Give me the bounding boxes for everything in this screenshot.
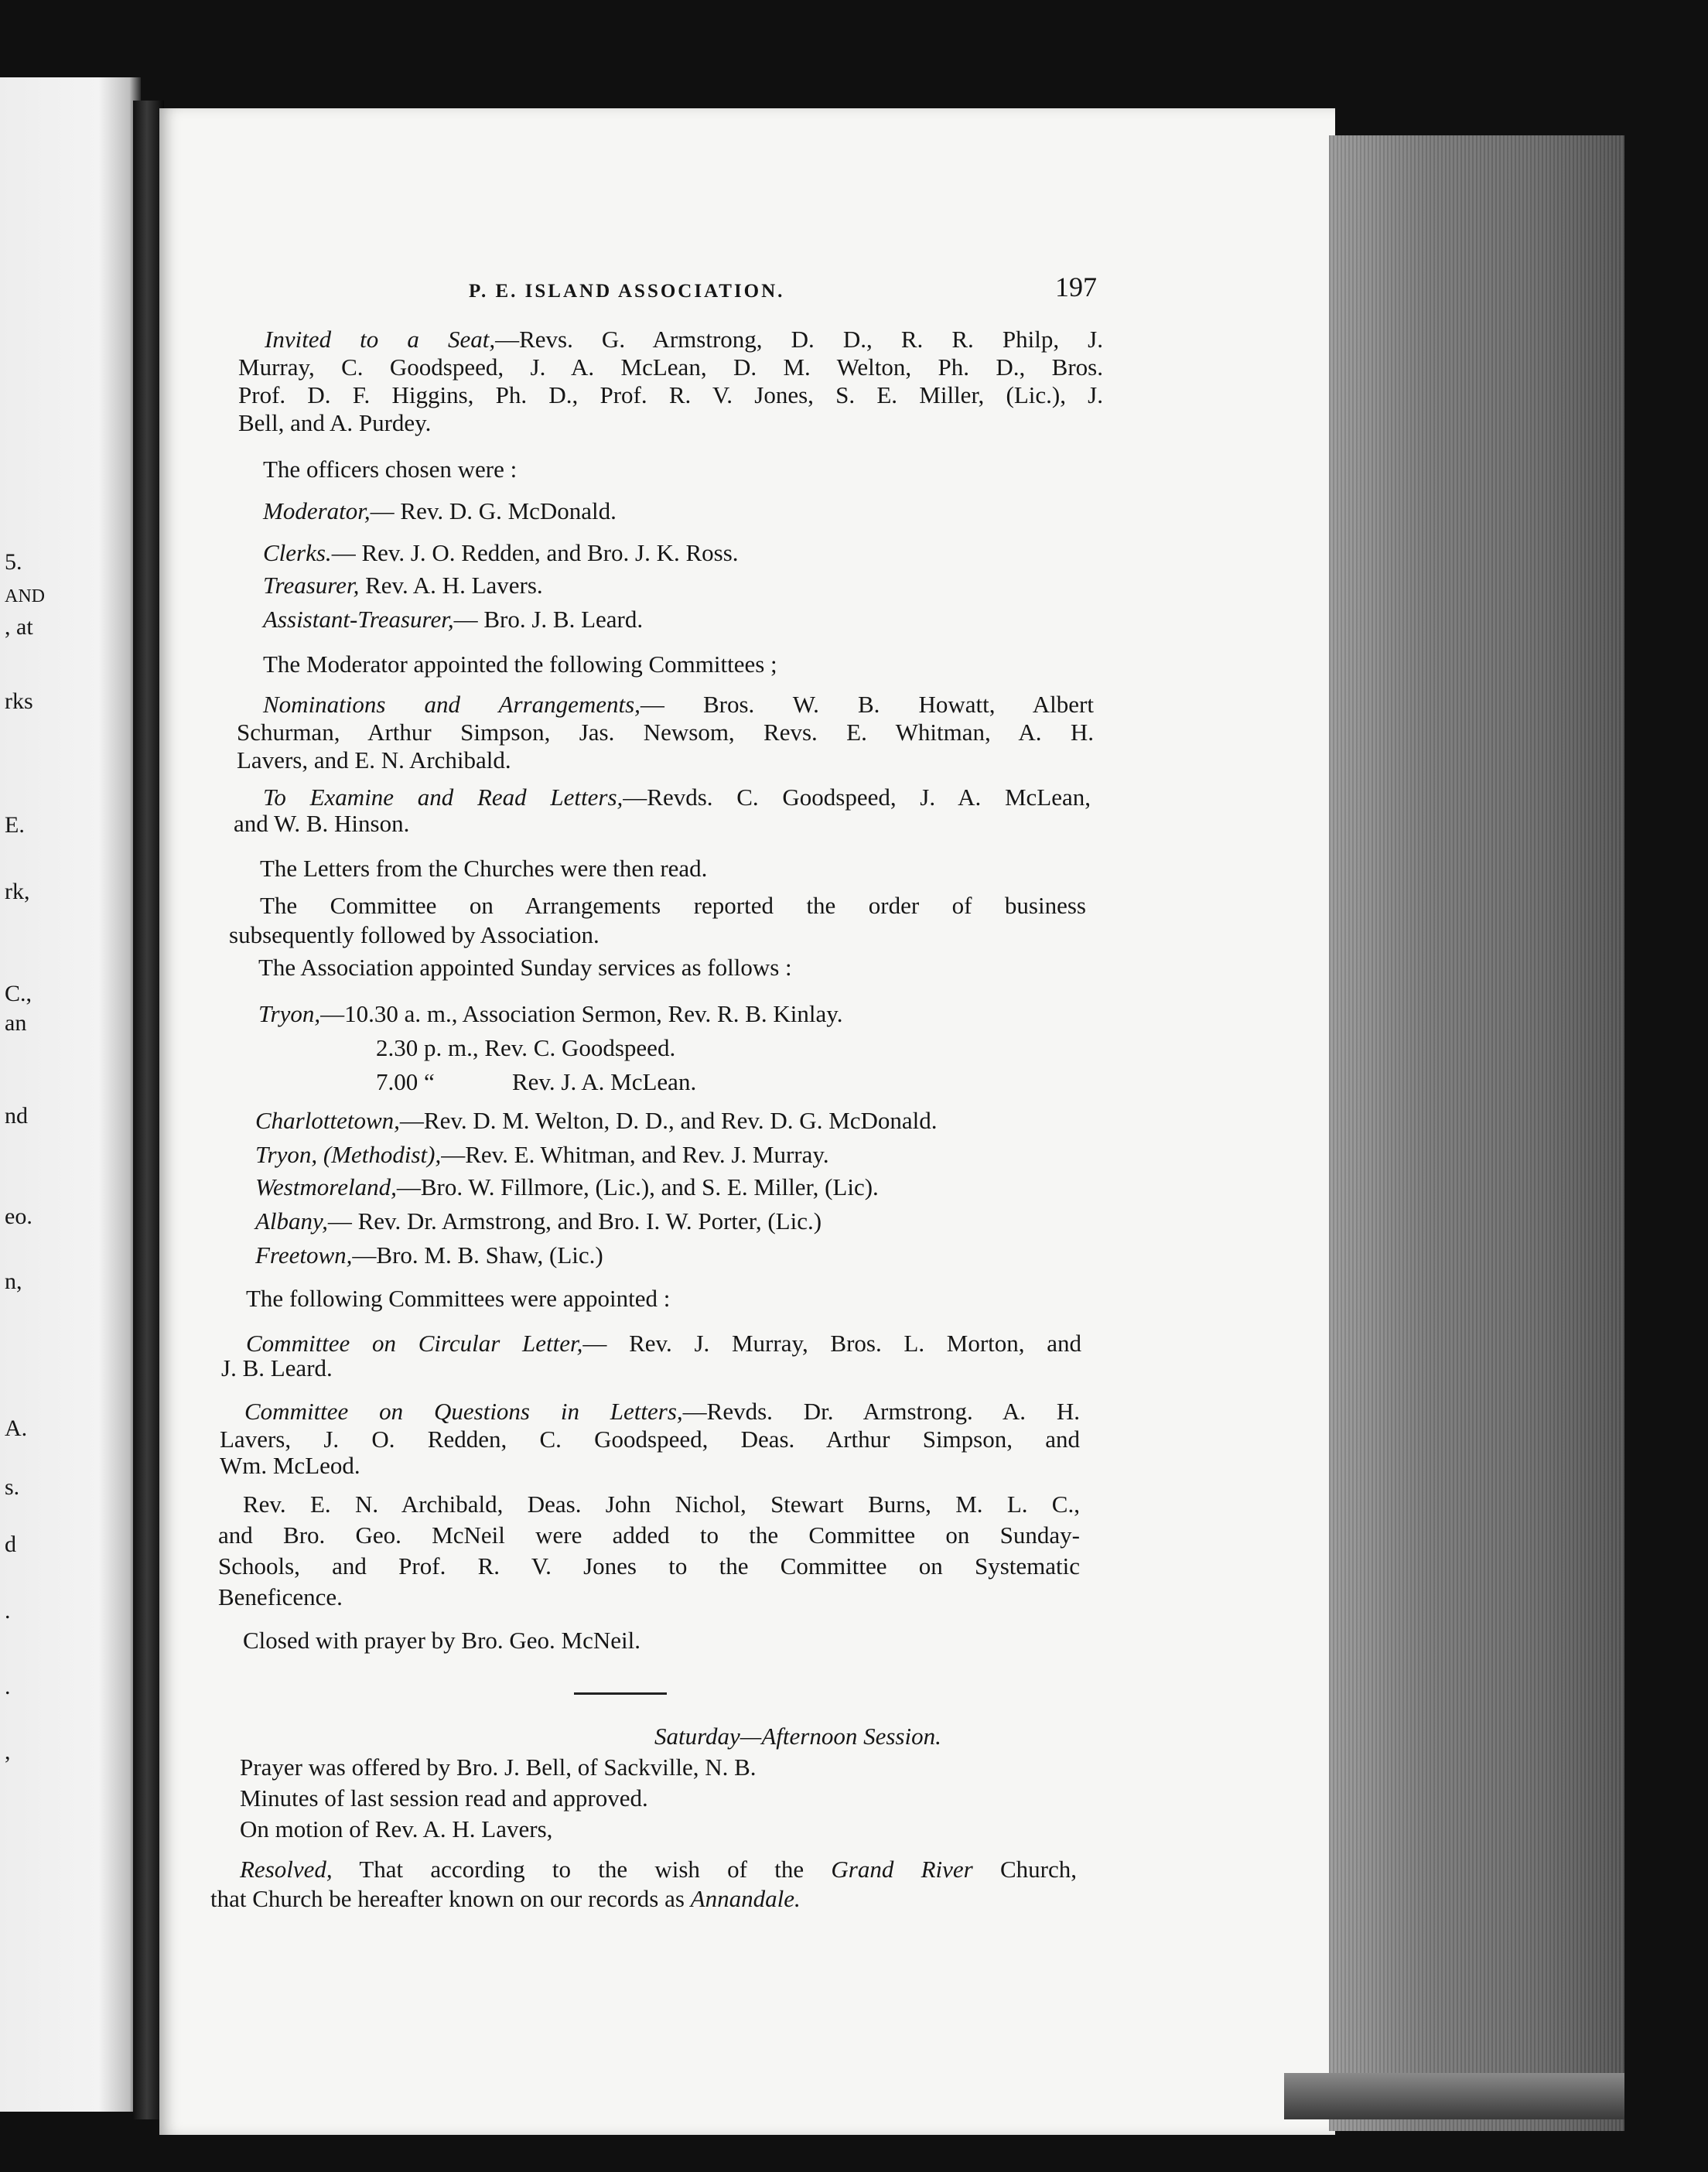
officers-intro: The officers chosen were : (263, 456, 518, 483)
left-page-fragment: C., (5, 981, 32, 1006)
service-label: Albany, (255, 1207, 328, 1235)
service-charlottetown (255, 1106, 938, 1136)
letters-committee-label: To Examine and Read Letters, (263, 784, 623, 811)
questions-line-2: Lavers, J. O. Redden, C. Goodspeed, Deas. Arthur Simpson, and (220, 1426, 1080, 1453)
officer-treasurer (263, 571, 543, 600)
invited-text: —Revs. G. Armstrong, D. D., R. R. Philp, J. (495, 326, 1103, 353)
nominations-line-2: Schurman, Arthur Simpson, Jas. Newsom, Revs. E. Whitman, A. H. (237, 719, 1094, 746)
service-label: Westmoreland, (255, 1173, 397, 1200)
left-page-fragment: eo. (5, 1204, 32, 1229)
officer-label: Clerks. (263, 539, 332, 566)
questions-line-1 (244, 1397, 1080, 1426)
closing-prayer: Closed with prayer by Bro. Geo. McNeil. (243, 1627, 640, 1654)
page-number: 197 (1055, 272, 1097, 302)
service-westmoreland (255, 1173, 879, 1202)
nominations-line-1 (263, 690, 1094, 719)
service-text: —Rev. E. Whitman, and Rev. J. Murray. (441, 1141, 829, 1168)
letters-committee-line-2: and W. B. Hinson. (234, 810, 410, 837)
church-name-grand-river: Grand River (831, 1856, 973, 1883)
tryon-service-2 (376, 1033, 675, 1063)
circular-letter-line-2: J. B. Leard. (221, 1354, 333, 1381)
service-text: Association Sermon, Rev. R. B. Kinlay. (462, 1000, 843, 1027)
service-tryon-methodist (255, 1140, 829, 1170)
invited-line-1 (265, 325, 1103, 354)
officer-moderator (263, 497, 617, 526)
service-label: Tryon, (258, 1000, 321, 1027)
circular-letter-label: Committee on Circular Letter, (246, 1330, 583, 1357)
resolved-text: that Church be hereafter known on our records as (210, 1885, 685, 1912)
service-text: —Bro. M. B. Shaw, (Lic.) (352, 1241, 603, 1269)
officer-label: Moderator, (263, 497, 371, 524)
sunday-intro: The Association appointed Sunday services as follows : (258, 954, 792, 981)
officer-text: — Rev. D. G. McDonald. (370, 497, 617, 524)
invited-line-4: Bell, and A. Purdey. (238, 409, 432, 436)
arrangements-line-1: The Committee on Arrangements reported the order of business (260, 892, 1086, 919)
service-time: 7.00 “ (376, 1068, 435, 1095)
left-page-fragment: d (5, 1532, 16, 1557)
invited-line-2: Murray, C. Goodspeed, J. A. McLean, D. M. Welton, Ph. D., Bros. (238, 353, 1103, 381)
tryon-service-3 (376, 1067, 696, 1097)
left-page-fragment: s. (5, 1474, 20, 1500)
circular-letter-text: — Rev. J. Murray, Bros. L. Morton, and (582, 1330, 1081, 1357)
left-page-fragment: . (5, 1598, 11, 1624)
resolved-text: That according to the wish of the (359, 1856, 804, 1883)
service-text: Rev. C. Goodspeed. (484, 1034, 676, 1061)
service-time: 2.30 p. m., (376, 1034, 479, 1061)
church-name-annandale: Annandale. (690, 1885, 801, 1912)
officer-text: Rev. A. H. Lavers. (365, 572, 543, 599)
added-committee-line-1: Rev. E. N. Archibald, Deas. John Nichol, Stewart Burns, M. L. C., (243, 1491, 1080, 1518)
left-page-fragment: rk, (5, 879, 30, 904)
service-time: —10.30 a. m., (320, 1000, 458, 1027)
circular-letter-line-1 (246, 1329, 1081, 1358)
left-page-fragment: rks (5, 688, 33, 714)
session-heading: Saturday—Afternoon Session. (654, 1723, 941, 1750)
section-divider (574, 1692, 667, 1695)
left-page-fragment: AND (5, 586, 45, 606)
service-albany (255, 1207, 822, 1236)
following-committees: The following Committees were appointed : (246, 1285, 671, 1312)
officer-label: Treasurer, (263, 572, 360, 599)
officer-clerks (263, 538, 739, 568)
left-page-fragment: , at (5, 614, 33, 640)
questions-text: —Revds. Dr. Armstrong. A. H. (682, 1398, 1080, 1425)
left-page-fragment: A. (5, 1416, 28, 1441)
left-page-fragment: nd (5, 1103, 28, 1129)
service-label: Freetown, (255, 1241, 353, 1269)
letters-committee-text: —Revds. C. Goodspeed, J. A. McLean, (623, 784, 1091, 811)
questions-line-3: Wm. McLeod. (220, 1452, 360, 1479)
nominations-text: — Bros. W. B. Howatt, Albert (640, 691, 1094, 718)
nominations-line-3: Lavers, and E. N. Archibald. (237, 746, 511, 774)
service-text: —Rev. D. M. Welton, D. D., and Rev. D. G. McDonald. (399, 1107, 938, 1134)
left-page-fragment: n, (5, 1269, 22, 1294)
service-freetown (255, 1241, 603, 1270)
service-label: Charlottetown, (255, 1107, 400, 1134)
letters-committee-line-1 (263, 783, 1091, 812)
resolved-text: Church, (1000, 1856, 1078, 1883)
service-label: Tryon, (Methodist), (255, 1141, 442, 1168)
officer-assistant-treasurer (263, 605, 643, 634)
arrangements-line-2: subsequently followed by Association. (229, 921, 600, 948)
added-committee-line-4: Beneficence. (218, 1583, 343, 1610)
service-text: —Bro. W. Fillmore, (Lic.), and S. E. Miller, (Lic). (396, 1173, 879, 1200)
added-committee-line-3: Schools, and Prof. R. V. Jones to the Committee on Systematic (218, 1552, 1080, 1579)
left-page-fragment: 5. (5, 549, 22, 575)
officer-text: — Bro. J. B. Leard. (453, 606, 644, 633)
resolved-line-1 (240, 1855, 1077, 1884)
running-head: P. E. ISLAND ASSOCIATION. (469, 281, 785, 302)
left-page-fragment: E. (5, 812, 25, 838)
invited-label: Invited to a Seat, (265, 326, 496, 353)
officer-label: Assistant-Treasurer, (263, 606, 454, 633)
letters-read: The Letters from the Churches were then read. (260, 855, 708, 882)
prayer-offered: Prayer was offered by Bro. J. Bell, of Sackville, N. B. (240, 1754, 757, 1781)
left-page-fragment: an (5, 1010, 27, 1036)
resolved-line-2 (210, 1884, 801, 1914)
nominations-label: Nominations and Arrangements, (263, 691, 640, 718)
left-page-fragment: , (5, 1739, 11, 1764)
added-committee-line-2: and Bro. Geo. McNeil were added to the Committee on Sunday- (218, 1521, 1080, 1549)
tryon-service-1 (258, 999, 842, 1029)
committees-intro: The Moderator appointed the following Committees ; (263, 651, 777, 678)
questions-label: Committee on Questions in Letters, (244, 1398, 683, 1425)
invited-line-3: Prof. D. F. Higgins, Ph. D., Prof. R. V. Jones, S. E. Miller, (Lic.), J. (238, 381, 1103, 408)
minutes-approved: Minutes of last session read and approved. (240, 1784, 648, 1812)
left-page-fragment: . (5, 1674, 11, 1699)
officer-text: — Rev. J. O. Redden, and Bro. J. K. Ross. (331, 539, 739, 566)
service-text: — Rev. Dr. Armstrong, and Bro. I. W. Porter, (Lic.) (327, 1207, 822, 1235)
motion: On motion of Rev. A. H. Lavers, (240, 1815, 553, 1842)
resolved-label: Resolved, (240, 1856, 333, 1883)
service-text: Rev. J. A. McLean. (512, 1068, 697, 1095)
